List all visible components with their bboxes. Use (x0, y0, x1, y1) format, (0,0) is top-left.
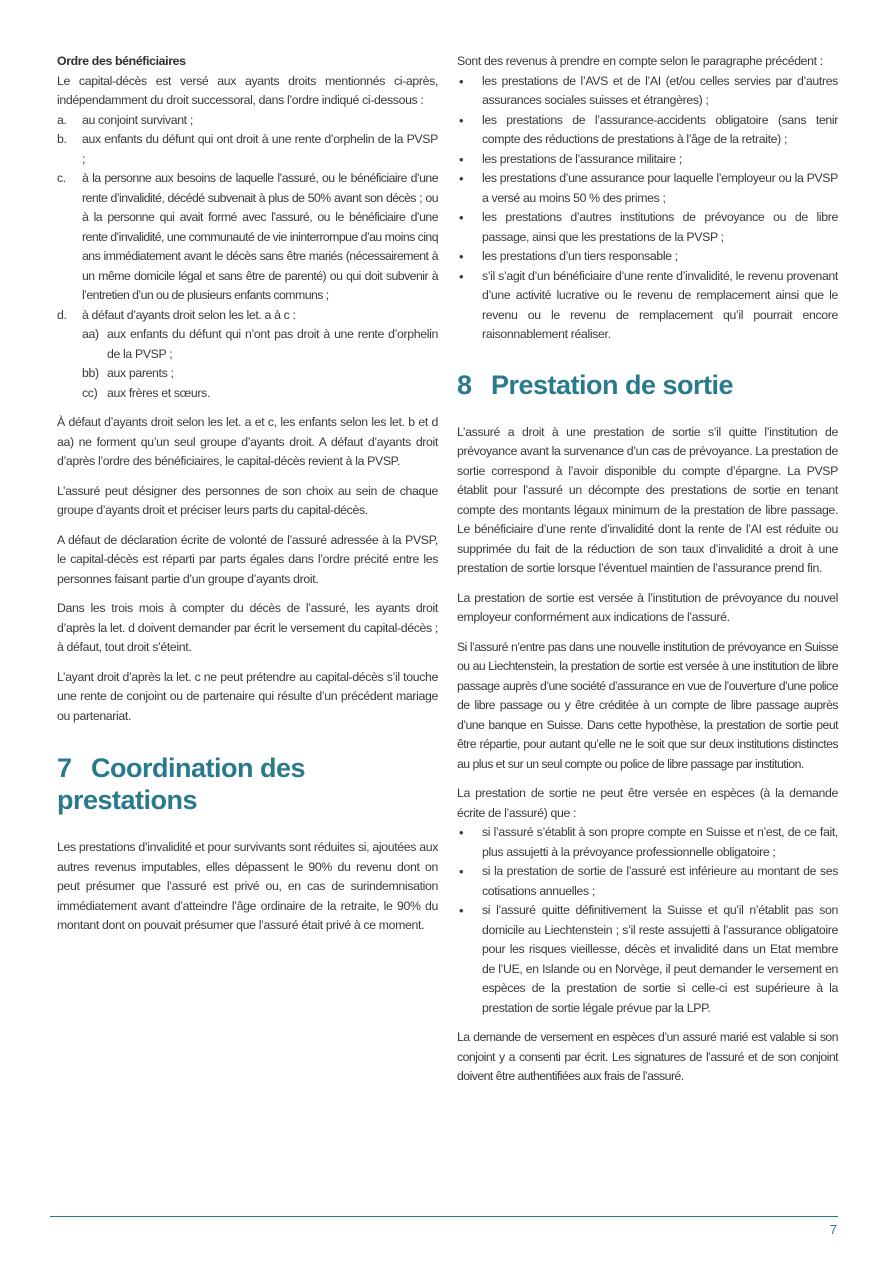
bullet-icon: • (459, 864, 464, 879)
list-item-text: les prestations d’un tiers responsable ; (482, 249, 678, 263)
paragraph: Les prestations d’invalidité et pour survivants sont réduites si, ajoutées aux autres revenus imputables, elles dépassent le 90% du revenu dont on peut présumer que l’assuré est privé ou, en cas de surindemnisation immédiatement avant d’atteindre l’âge ordinaire de la retraite, le 90% du montant dont on pouvait présumer que l’assuré était privé à ce moment. (57, 840, 438, 932)
list-item-text: à la personne aux besoins de laquelle l’assuré, ou le bénéficiaire d’une rente d’invalidité, décédé subvenait à plus de 50% avant son décès ; ou à la personne qui avait formé avec l’assuré, ou le bénéficiaire d’une rente d’invalidité, une communauté de vie ininterrompue d’au moins cinq ans immédiatement avant le décès sans être mariés (nécessairement à un même domicile légal et sans être de parenté) ou qui doit subvenir à l’entretien d’un ou de plusieurs enfants communs ; (82, 171, 438, 302)
paragraph: A défaut de déclaration écrite de volonté de l’assuré adressée à la PVSP, le capital-décès est réparti par parts égales dans l’ordre précité entre les personnes faisant partie d’un groupe d’ayants droit. (57, 532, 438, 586)
list-marker: b. (57, 132, 67, 146)
list-item-text: aux parents ; (107, 366, 174, 380)
paragraph: L’assuré peut désigner des personnes de son choix au sein de chaque groupe d’ayants droit et préciser leurs parts du capital-décès. (57, 483, 438, 517)
paragraph: À défaut d’ayants droit selon les let. a et c, les enfants selon les let. b et d aa) ne forment qu’un seul groupe d’ayants droit. A défaut d’ayants droit d’après l’ordre des bénéficiaires, le capital-décès revient à la PVSP. (57, 415, 438, 468)
bullet-icon: • (459, 151, 464, 167)
list-item-text: aux enfants du défunt qui ont droit à une rente d’orphelin de la PVSP ; (82, 132, 438, 166)
list-marker: d. (57, 307, 67, 322)
list-item-text: au conjoint survivant ; (82, 112, 193, 127)
paragraph: Dans les trois mois à compter du décès de l’assuré, les ayants droit d’après la let. d doivent demander par écrit le versement du capital-décès ; à défaut, tout droit s’éteint. (57, 601, 438, 654)
bullet-icon: • (459, 825, 464, 840)
beneficiaries-sub-list (57, 325, 438, 403)
income-intro: Sont des revenus à prendre en compte selon le paragraphe précédent : (457, 54, 823, 68)
section-8-heading (457, 369, 838, 401)
beneficiaries-intro: Le capital-décès est versé aux ayants droits mentionnés ci-après, indépendamment du droit successoral, dans l’ordre indiqué ci-dessous : (57, 73, 438, 107)
sub-list-item (82, 325, 438, 364)
closing-paragraph: La demande de versement en espèces d’un assuré marié est valable si son conjoint y a consenti par écrit. Les signatures de l’assuré et de son conjoint doivent être authentifiées aux frais de l’assuré. (457, 1030, 838, 1083)
list-item-text: les prestations de l’assurance-accidents obligatoire (sans tenir compte des réductions de prestations à l’âge de la retraite) ; (482, 112, 838, 146)
bullet-icon: • (459, 249, 464, 264)
income-list (457, 72, 838, 345)
list-marker: aa) (82, 327, 99, 341)
section-title: Coordination des prestations (57, 753, 305, 815)
list-item (457, 267, 838, 345)
list-item (457, 901, 838, 1018)
sub-list-item (82, 364, 438, 384)
bullet-icon: • (459, 903, 464, 918)
beneficiaries-heading: Ordre des bénéficiaires (57, 54, 186, 68)
list-item (57, 130, 438, 169)
list-marker: a. (57, 112, 67, 127)
right-column (457, 52, 838, 1097)
list-item-text: si l’assuré s’établit à son propre compte en Suisse et n’est, de ce fait, plus assujetti à la prévoyance professionnelle obligatoire ; (482, 825, 838, 859)
list-item-text: les prestations de l’AVS et de l’AI (et/ou celles servies par d’autres assurances sociales suisses et étrangères) ; (482, 73, 838, 107)
list-item (457, 169, 838, 208)
section-number: 7 (57, 753, 72, 783)
list-item (457, 72, 838, 111)
list-item (57, 111, 438, 131)
paragraph: L’assuré a droit à une prestation de sortie s’il quitte l’institution de prévoyance avant la survenance d’un cas de prévoyance. La prestation de sortie correspond à l’avoir disponible du compte d’épargne. La PVSP établit pour l’assuré un décompte des prestations de sortie en tenant compte des montants légaux minimum de la prestation de libre passage. Le bénéficiaire d’une rente d’invalidité dont la rente de l’AI est réduite ou supprimée du fait de la réduction de son taux d’invalidité a droit à une prestation de sortie lorsque l’éventuel maintien de l’assurance prend fin. (457, 424, 838, 575)
page-number: 7 (829, 1222, 837, 1237)
sub-list-item (82, 384, 438, 404)
bullet-icon: • (459, 268, 464, 284)
paragraph: L’ayant droit d’après la let. c ne peut prétendre au capital-décès s’il touche une rente de conjoint ou de partenaire qui résulte d’un précédent mariage ou partenariat. (57, 669, 438, 723)
cash-payment-list (457, 823, 838, 1018)
list-item-text: aux enfants du défunt qui n’ont pas droit à une rente d’orphelin de la PVSP ; (107, 327, 438, 361)
list-item-text: si la prestation de sortie de l’assuré est inférieure au montant de ses cotisations annuelles ; (482, 864, 838, 898)
list-item-text: les prestations de l’assurance militaire ; (482, 151, 682, 166)
list-item (457, 208, 838, 247)
paragraph: Si l’assuré n’entre pas dans une nouvelle institution de prévoyance en Suisse ou au Liechtenstein, la prestation de sortie est versée à une institution de libre passage auprès d’une société d’assurance en vue de l’ouverture d’une police de libre passage ou y être créditée à un compte de libre passage auprès d’une banque en Suisse. Dans cette hypothèse, la prestation de sortie peut être répartie, pour autant qu’elle ne le soit que sur deux institutions distinctes au plus et sur un seul compte ou police de libre passage par institution. (457, 639, 838, 771)
section-number: 8 (457, 369, 472, 400)
list-item-text: les prestations d’une assurance pour laquelle l’employeur ou la PVSP a versé au moins 50 % des primes ; (482, 171, 838, 205)
bullet-icon: • (459, 73, 464, 89)
section-7-heading (57, 752, 438, 816)
footer-divider (50, 1216, 838, 1217)
bullet-icon: • (459, 171, 464, 186)
list-item (457, 247, 838, 267)
list-marker: cc) (82, 385, 98, 400)
list-item (57, 169, 438, 306)
list-marker: bb) (82, 366, 99, 380)
bullet-icon: • (459, 210, 464, 225)
list-item (57, 306, 438, 326)
paragraph: La prestation de sortie est versée à l’institution de prévoyance du nouvel employeur conformément aux indications de l’assuré. (457, 590, 838, 624)
list-item (457, 111, 838, 150)
list-item (457, 862, 838, 901)
list-marker: c. (57, 171, 66, 185)
list-item-text: si l’assuré quitte définitivement la Suisse et qu’il n’établit pas son domicile au Liechtenstein ; s’il reste assujetti à l’assurance obligatoire pour les risques vieillesse, décès et invalidité dans un Etat membre de l’UE, en Islande ou en Norvège, il peut demander le versement en espèces de la prestation de sortie si celle-ci est supérieure à la prestation de sortie légale prévue par la LPP. (482, 903, 838, 1015)
beneficiaries-order-list (57, 111, 438, 326)
list-item-text: aux frères et sœurs. (107, 385, 211, 400)
paragraph: La prestation de sortie ne peut être versée en espèces (à la demande écrite de l’assuré) que : (457, 786, 838, 820)
left-column (57, 52, 438, 946)
list-item-text: à défaut d’ayants droit selon les let. a à c : (82, 307, 296, 322)
section-title: Prestation de sortie (491, 369, 734, 400)
list-item-text: s’il s’agit d’un bénéficiaire d’une rente d’invalidité, le revenu provenant d’une activité lucrative ou le revenu de remplacement ainsi que le revenu ou le revenu de remplacement qu’il pourrait encore raisonnablement réaliser. (482, 268, 838, 341)
bullet-icon: • (459, 112, 464, 128)
list-item-text: les prestations d’autres institutions de prévoyance ou de libre passage, ainsi que les prestations de la PVSP ; (482, 210, 838, 244)
list-item (457, 823, 838, 862)
list-item (457, 150, 838, 170)
